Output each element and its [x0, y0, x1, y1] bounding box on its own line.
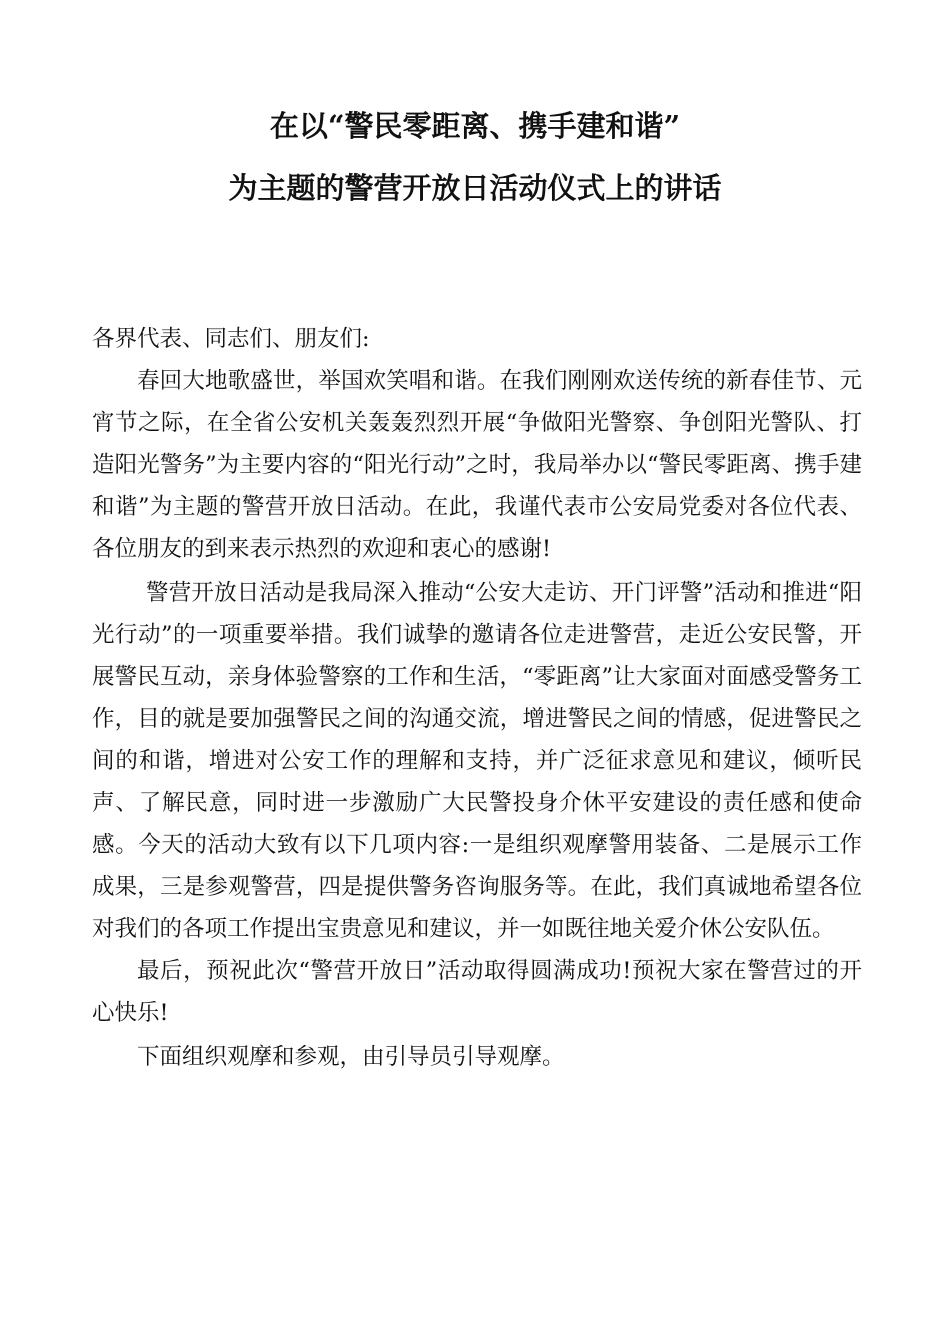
paragraph-opening: 春回大地歌盛世，举国欢笑唱和谐。在我们刚刚欢送传统的新春佳节、元宵节之际，在全省公安机关轰轰烈烈开展“争做阳光警察、争创阳光警队、打造阳光警务”为主要内容的“阳光行动”之时，我局举办以“警民零距离、携手建和谐”为主题的警营开放日活动。在此，我谨代表市公安局党委对各位代表、各位朋友的到来表示热烈的欢迎和衷心的感谢! [92, 368, 862, 562]
speech-body [92, 318, 862, 1078]
salutation: 各界代表、同志们、朋友们: [92, 326, 370, 352]
title-line-1: 在以“警民零距离、携手建和谐” [269, 109, 681, 143]
paragraph-main: 警营开放日活动是我局深入推动“公安大走访、开门评警”活动和推进“阳光行动”的一项重要举措。我们诚挚的邀请各位走进警营，走近公安民警，开展警民互动，亲身体验警察的工作和生活，“零距离”让大家面对面感受警务工作，目的就是要加强警民之间的沟通交流，增进警民之间的情感，促进警民之间的和谐，增进对公安工作的理解和支持，并广泛征求意见和建议，倾听民声、了解民意，同时进一步激励广大民警投身介休平安建设的责任感和使命感。今天的活动大致有以下几项内容:一是组织观摩警用装备、二是展示工作成果，三是参观警营，四是提供警务咨询服务等。在此，我们真诚地希望各位对我们的各项工作提出宝贵意见和建议，并一如既往地关爱介休公安队伍。 [92, 580, 862, 942]
paragraph-closing: 最后，预祝此次“警营开放日”活动取得圆满成功!预祝大家在警营过的开心快乐! [92, 958, 862, 1026]
title-line-2: 为主题的警营开放日活动仪式上的讲话 [228, 171, 722, 205]
paragraph-final: 下面组织观摩和参观，由引导员引导观摩。 [137, 1044, 565, 1070]
